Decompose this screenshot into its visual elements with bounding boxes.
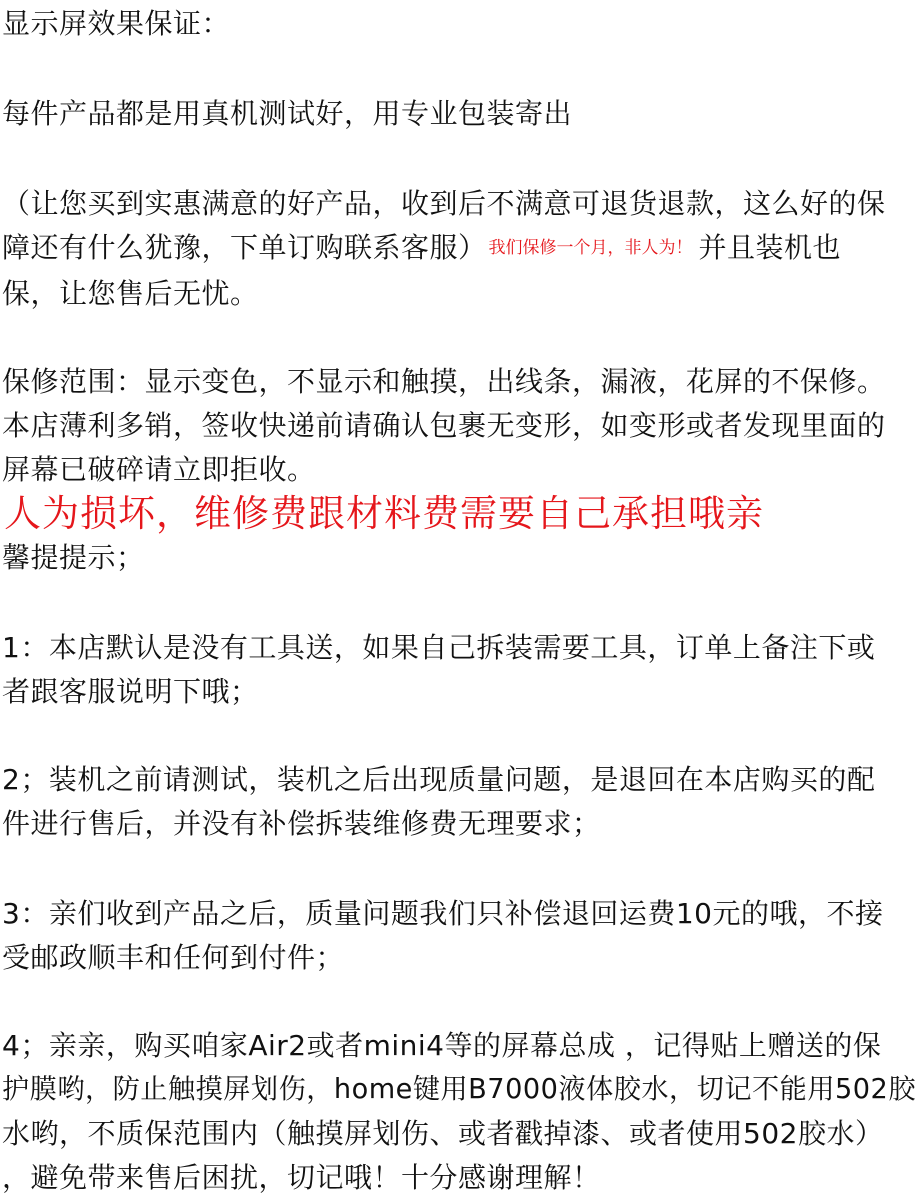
- paragraph-satisfaction-line-1: （让您买到实惠满意的好产品，收到后不满意可退货退款，这么好的保: [2, 187, 886, 220]
- tip-4-line-2: 护膜哟，防止触摸屏划伤，home键用B7000液体胶水，切记不能用502胶: [2, 1074, 916, 1105]
- tips-heading: 馨提提示；: [2, 541, 145, 574]
- tip-1-line-1: 1：本店默认是没有工具送，如果自己拆装需要工具，订单上备注下或: [2, 631, 876, 664]
- tip-4-line-3: 水哟，不质保范围内（触摸屏划伤、或者戳掉漆、或者使用502胶水）: [2, 1117, 884, 1150]
- tip-2-line-2: 件进行售后，并没有补偿拆装维修费无理要求；: [2, 807, 601, 840]
- heading-display-guarantee: 显示屏效果保证：: [2, 7, 231, 40]
- warranty-scope-line: 保修范围：显示变色，不显示和触摸，出线条，漏液，花屏的不保修。: [2, 365, 886, 398]
- tip-1-line-2: 者跟客服说明下哦；: [2, 675, 259, 708]
- damage-warning-red: 人为损坏，维修费跟材料费需要自己承担哦亲: [4, 492, 764, 535]
- paragraph-satisfaction-line-3: 保，让您售后无忧。: [2, 277, 259, 310]
- tip-3-line-1: 3：亲们收到产品之后，质量问题我们只补偿退回运费10元的哦，不接: [2, 897, 884, 930]
- tip-3-line-2: 受邮政顺丰和任何到付件；: [2, 941, 345, 974]
- paragraph-testing-packaging: 每件产品都是用真机测试好，用专业包装寄出: [2, 97, 573, 130]
- warranty-red-note: 我们保修一个月，非人为！: [488, 238, 693, 258]
- tip-4-line-1: 4；亲亲，购买咱家Air2或者mini4等的屏幕总成 ，记得贴上赠送的保: [2, 1029, 882, 1062]
- shop-policy-line-1: 本店薄利多销，签收快递前请确认包裹无变形，如变形或者发现里面的: [2, 409, 886, 442]
- shop-policy-line-2: 屏幕已破碎请立即拒收。: [2, 453, 316, 486]
- tip-4-line-4: ，避免带来售后困扰，切记哦！十分感谢理解！: [2, 1161, 601, 1194]
- satisfaction-text: 障还有什么犹豫，下单订购联系客服）: [2, 231, 487, 264]
- paragraph-satisfaction-line-2: [2, 230, 841, 266]
- tip-2-line-1: 2；装机之前请测试，装机之后出现质量问题，是退回在本店购买的配: [2, 763, 876, 796]
- installation-text: 并且装机也: [698, 231, 842, 264]
